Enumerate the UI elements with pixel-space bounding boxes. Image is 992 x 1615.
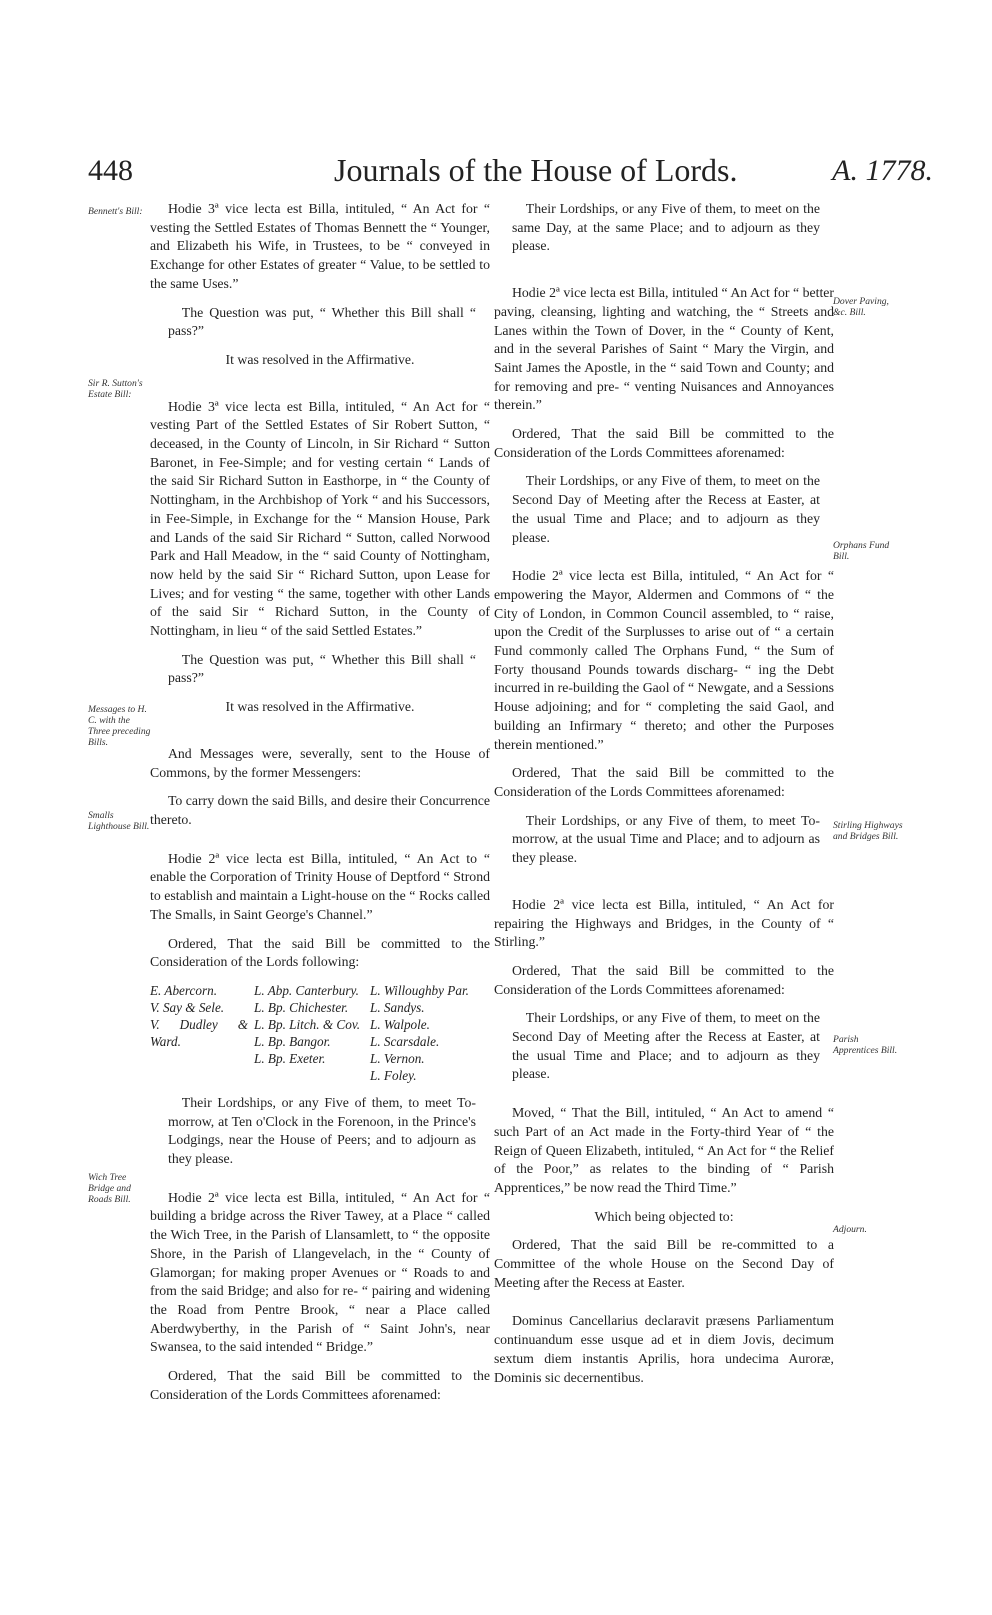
lord-name: L. Bp. Exeter. [254, 1050, 326, 1066]
sutton-resolution: It was resolved in the Affirmative. [225, 699, 415, 715]
dover-meeting: Their Lordships, or any Five of them, to meet on the Second Day of Meeting after the Recess at Easter, at the usual Time and Place; and to adjourn as they please. [512, 473, 820, 545]
lord-name: L. Scarsdale. [370, 1033, 440, 1049]
margin-note-dover: Dover Paving, &c. Bill. [833, 296, 889, 318]
wich-bill-text: Hodie 2ª vice lecta est Billa, intituled, “ An Act for “ building a bridge across the River Tawey, at a Place “ called the Wich Tree, in the Parish of Llansamlett, to “ the opposite Shore, in the Parish of Llangevelach, in the “ County of Glamorgan; for making proper Avenues or “ Roads to and from the said Bridge; and also for re- “ pairing and widening the Road from Pentre Brook, “ near a Place called Aberdwyberthy, in the Parish of “ Saint John's, near Swansea, to the said intended “ Bridge.” [150, 1189, 490, 1355]
lord-name: L. Bp. Bangor. [254, 1033, 331, 1049]
stirling-meeting: Their Lordships, or any Five of them, to meet on the Second Day of Meeting after the Recess at Easter, at the usual Time and Place; and to adjourn as they please. [512, 1010, 820, 1082]
dover-ordered: Ordered, That the said Bill be committed to the Consideration of the Lords Committees aforenamed: [494, 426, 834, 460]
sutton-question: The Question was put, “ Whether this Bill shall “ pass?” [168, 651, 476, 686]
margin-note-smalls: Smalls Lighthouse Bill. [88, 810, 150, 832]
lord-name: L. Abp. Canterbury. [254, 982, 359, 998]
margin-note-sutton: Sir R. Sutton's Estate Bill: [88, 378, 143, 400]
margin-note-bennett: Bennett's Bill: [88, 206, 143, 217]
lord-name: V. Dudley & Ward. [150, 1016, 248, 1049]
page-number: 448 [88, 154, 133, 187]
margin-note-stirling: Stirling Highways and Bridges Bill. [833, 820, 903, 842]
messages-text-2: To carry down the said Bills, and desire their Concurrence thereto. [150, 793, 490, 827]
lord-name: V. Say & Sele. [150, 999, 225, 1015]
dover-bill-text: Hodie 2ª vice lecta est Billa, intituled “ An Act for “ better paving, cleansing, lighting and watching, the “ Streets and Lanes within the Town of Dover, in the “ County of Kent, and in the several Parishes of Saint “ Mary the Virgin, and Saint James the Apostle, in the “ said Town and County; and for removing and pre- “ venting Nuisances and Annoyances therein.” [494, 285, 834, 413]
orphans-meeting: Their Lordships, or any Five of them, to meet To-morrow, at the usual Time and Place; and to adjourn as they please. [512, 812, 820, 866]
left-column [150, 200, 490, 1414]
stirling-bill-text: Hodie 2ª vice lecta est Billa, intituled, “ An Act for repairing the Highways and Bridges, in the County of “ Stirling.” [494, 896, 834, 950]
orphans-bill-text: Hodie 2ª vice lecta est Billa, intituled, “ An Act for “ empowering the Mayor, Aldermen and Commons of “ the City of London, in Common Council assembled, to “ raise, upon the Credit of the Surplusses to arise out of “ a certain Fund commonly called The Orphans Fund, “ the Sum of Forty thousand Pounds towards discharg- “ ing the Debt incurred in re-building the Gaol of “ Newgate, and a Sessions House adjoining; and for “ completing the said Gaol, and building an Infirmary “ thereto; and other the Purposes therein mentioned.” [494, 568, 834, 752]
right-column [494, 200, 834, 1397]
margin-note-orphans: Orphans Fund Bill. [833, 540, 890, 562]
bennett-resolution: It was resolved in the Affirmative. [225, 351, 415, 367]
smalls-meeting: Their Lordships, or any Five of them, to meet To-morrow, at Ten o'Clock in the Forenoon, in the Prince's Lodgings, near the House of Peers; and to adjourn as they please. [168, 1094, 476, 1167]
parish-objected: Which being objected to: [594, 1208, 734, 1224]
sutton-bill-text: Hodie 3ª vice lecta est Billa, intituled, “ An Act for “ vesting Part of the Settled Estates of Sir Robert Sutton, “ deceased, in the County of Lincoln, in Sir Richard “ Sutton Baronet, in Fee-Simple; and for vesting certain “ Lands of the said Sir Richard Sutton in Easthorpe, in “ the County of Nottingham, in the Archbishop of York “ and his Successors, in Fee-Simple, in Exchange for the “ Mansion House, Park and Lands of the said Sir Richard “ Sutton, called Norwood Park and Hall Meadow, in the “ said County of Nottingham, now held by the said Sir “ Richard Sutton, upon Lease for Lives; and for vesting “ the same, together with other Lands of the said Sir “ Richard Sutton, in the County of Nottingham, in lieu “ of the said Settled Estates.” [150, 398, 490, 639]
margin-note-messages: Messages to H. C. with the Three preceding Bills. [88, 704, 151, 748]
lord-name: L. Bp. Chichester. [254, 999, 349, 1015]
lord-name: L. Willoughby Par. [370, 982, 469, 998]
wich-ordered: Ordered, That the said Bill be committed to the Consideration of the Lords Committees aforenamed: [150, 1368, 490, 1402]
bennett-bill-text: Hodie 3ª vice lecta est Billa, intituled, “ An Act for “ vesting the Settled Estates of Thomas Bennett the “ Younger, and Elizabeth his Wife, in Trustees, to be “ conveyed in Exchange for other Estates of greater “ Value, to be settled to the same Uses.” [150, 201, 490, 291]
running-title: Journals of the House of Lords. [334, 152, 738, 188]
stirling-ordered: Ordered, That the said Bill be committed to the Consideration of the Lords Committees aforenamed: [494, 962, 834, 997]
year-marker: A. 1778. [832, 154, 933, 187]
lords-list [150, 982, 490, 1084]
parish-ordered: Ordered, That the said Bill be re-committed to a Committee of the whole House on the Second Day of Meeting after the Recess at Easter. [494, 1237, 834, 1290]
smalls-bill-text: Hodie 2ª vice lecta est Billa, intituled, “ An Act to “ enable the Corporation of Trinity House of Deptford “ Strond to establish and maintain a Light-house on the “ Rocks called The Smalls, in Saint George's Channel.” [150, 850, 490, 922]
lord-name: L. Bp. Litch. & Cov. [254, 1016, 360, 1032]
lord-name: L. Sandys. [370, 999, 425, 1015]
bennett-question: The Question was put, “ Whether this Bill shall “ pass?” [168, 304, 476, 339]
wich-meeting: Their Lordships, or any Five of them, to meet on the same Day, at the same Place; and to adjourn as they please. [512, 201, 820, 254]
lords-list-col-3 [370, 982, 488, 1084]
margin-note-parish: Parish Apprentices Bill. [833, 1034, 898, 1056]
adjournment-text: Dominus Cancellarius declaravit præsens Parliamentum continuandum esse usque ad et in diem Jovis, decimum sextum diem instantis Aprilis, hora undecima Auroræ, Dominis sic decernentibus. [494, 1313, 834, 1385]
lord-name: L. Foley. [370, 1067, 417, 1083]
page-header [88, 152, 933, 194]
lord-name: E. Abercorn. [150, 982, 218, 998]
messages-text: And Messages were, severally, sent to the House of Commons, by the former Messengers: [150, 745, 490, 780]
smalls-ordered: Ordered, That the said Bill be committed to the Consideration of the Lords following: [150, 935, 490, 970]
lord-name: L. Vernon. [370, 1050, 425, 1066]
parish-motion-text: Moved, “ That the Bill, intituled, “ An Act to amend “ such Part of an Act made in the Forty-third Year of “ the Reign of Queen Elizabeth, intituled, “ An Act for “ the Relief of the Poor,” as relates to the binding of “ Parish Apprentices,” be now read the Third Time.” [494, 1105, 834, 1195]
margin-note-wich: Wich Tree Bridge and Roads Bill. [88, 1172, 131, 1205]
lords-list-col-2 [254, 982, 364, 1084]
margin-note-adjourn: Adjourn. [833, 1224, 867, 1235]
lords-list-col-1 [150, 982, 248, 1084]
orphans-ordered: Ordered, That the said Bill be committed to the Consideration of the Lords Committees aforenamed: [494, 765, 834, 799]
lord-name: L. Walpole. [370, 1016, 430, 1032]
